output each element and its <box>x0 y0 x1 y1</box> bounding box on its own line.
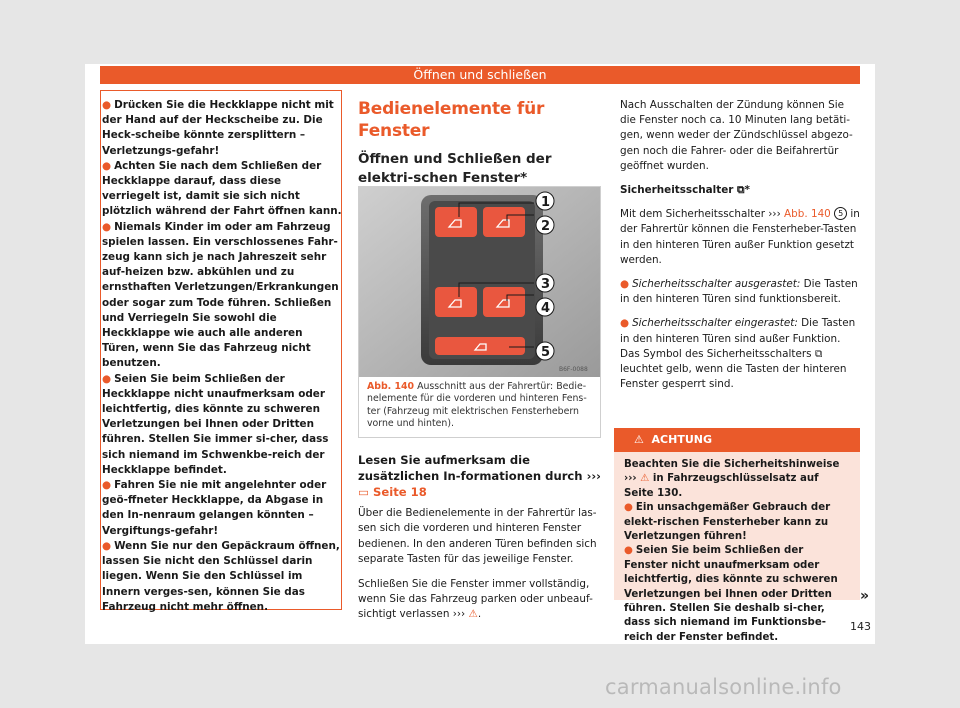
info-heading: Lesen Sie aufmerksam die zusätzlichen In-formationen durch ››› ▭ Seite 18 <box>358 453 601 499</box>
page-number: 143 <box>850 620 871 633</box>
bullet-item: ● Sicherheitsschalter ausgerastet: Die Tasten in den hinteren Türen sind funktionsbereit. <box>620 278 858 306</box>
warning-triangle-icon: ⚠ <box>468 608 478 621</box>
warning-item: ● Niemals Kinder im oder am Fahrzeug spielen lassen. Ein verschlossenes Fahr-zeug kann sich je nach Jahreszeit sehr auf-heizen bzw. abkühlen und zu ernsthaften Verletzungen/Erkrankungen oder sogar zum Tode führen. Schließen und Verriegeln Sie sowohl die Heckklappe wie auch alle anderen Türen, wenn Sie das Fahrzeug nicht benutzen. <box>102 220 339 370</box>
bullet-icon: ● <box>102 539 112 552</box>
achtung-warning-box <box>614 428 860 643</box>
achtung-body <box>614 452 860 645</box>
achtung-header: ⚠ ACHTUNG <box>614 428 860 452</box>
warning-triangle-icon: ⚠ <box>634 433 644 446</box>
page-reference-link[interactable]: Seite 18 <box>373 485 427 499</box>
warning-triangle-icon: ⚠ <box>640 473 650 485</box>
door-control-illustration <box>359 187 600 377</box>
continue-mark: » <box>860 588 870 604</box>
book-icon: ▭ <box>358 485 369 499</box>
body-text-col2 <box>358 452 601 623</box>
callout-3: 3 <box>541 277 551 292</box>
window-switch-panel-drawing <box>359 187 600 377</box>
warning-list <box>102 98 342 615</box>
callout-5: 5 <box>541 345 551 360</box>
warning-item: ● Wenn Sie nur den Gepäckraum öffnen, lassen Sie nicht den Schlüssel darin liegen. Wenn Sie den Schlüssel im Innern verges-sen, können Sie das Fahrzeug nicht mehr öffnen. <box>102 539 340 613</box>
paragraph: Mit dem Sicherheitsschalter ››› Abb. 140 5 in der Fahrertür können die Fensterheber-Tasten in den hinteren Türen außer Funktion gesetzt werden. <box>620 208 860 266</box>
callout-2: 2 <box>541 219 551 234</box>
subheading: Sicherheitsschalter ⧉* <box>620 184 750 197</box>
bullet-icon: ● <box>102 159 112 172</box>
bullet-icon: ● <box>102 372 112 385</box>
bullet-icon: ● <box>620 317 630 330</box>
callout-4: 4 <box>541 301 551 316</box>
achtung-item: ● Ein unsachgemäßer Gebrauch der elekt-rischen Fensterheber kann zu Verletzungen führen! <box>624 502 831 543</box>
bullet-icon: ● <box>624 502 633 514</box>
bullet-icon: ● <box>102 220 112 233</box>
window-lock-icon: ⧉ <box>814 347 823 360</box>
body-text-col3 <box>620 98 860 392</box>
figure-caption-text: Ausschnitt aus der Fahrertür: Bedie-nelemente für die vorderen und hinteren Fens-ter (Fahrzeug mit elektrischen Fensterhebern vorne und hinten). <box>367 381 587 430</box>
bullet-icon: ● <box>620 278 630 291</box>
warning-item: ● Drücken Sie die Heckklappe nicht mit der Hand auf der Heckscheibe zu. Die Heck-scheibe könnte zersplittern – Verletzungs-gefahr! <box>102 99 334 157</box>
section-title: Bedienelemente für Fenster <box>358 99 545 141</box>
callout-ref: 5 <box>834 207 847 220</box>
warning-item: ● Achten Sie nach dem Schließen der Heckklappe darauf, dass diese verriegelt ist, damit sie sich nicht plötzlich während der Fahrt öffnen kann. <box>102 159 342 218</box>
callout-1: 1 <box>541 195 551 210</box>
paragraph: Über die Bedienelemente in der Fahrertür las-sen sich die vorderen und hinteren Fenster bedienen. In den anderen Türen befinden sich separate Tasten für das jeweilige Fenster. <box>358 507 597 566</box>
achtung-item: ● Seien Sie beim Schließen der Fenster nicht unaufmerksam oder leichtfertig, dies könnte zu schweren Verletzungen bei Ihnen oder Dritten führen. Stellen Sie deshalb si-cher, dass sich niemand im Funktionsbe-reich der Fenster befindet. <box>624 545 838 643</box>
bullet-icon: ● <box>102 99 112 111</box>
achtung-intro: Beachten Sie die Sicherheitshinweise ››› ⚠ in Fahrzeugschlüsselsatz auf Seite 130. <box>624 459 840 499</box>
section-header: Öffnen und schließen <box>100 66 860 84</box>
bullet-icon: ● <box>624 545 633 557</box>
warning-item: ● Seien Sie beim Schließen der Heckklappe nicht unaufmerksam oder leichtfertig, dies könnte zu schweren Verletzungen bei Ihnen oder Dritten führen. Stellen Sie immer si-cher, dass sich niemand im Schwenkbe-reich der Heckklappe befindet. <box>102 372 329 476</box>
warning-item: ● Fahren Sie nie mit angelehnter oder geö-ffneter Heckklappe, da Abgase in den In-nenraum gelangen könnten – Vergiftungs-gefahr! <box>102 479 327 537</box>
window-lock-icon: ⧉ <box>737 184 745 197</box>
bullet-icon: ● <box>102 479 112 492</box>
watermark: carmanualsonline.info <box>605 675 842 699</box>
figure-label: Abb. 140 <box>367 381 415 392</box>
figure-reference-link[interactable]: Abb. 140 <box>784 208 831 221</box>
figure-caption <box>367 381 593 431</box>
paragraph: Nach Ausschalten der Zündung können Sie die Fenster noch ca. 10 Minuten lang betäti-gen, wenn weder der Zündschlüssel abgezo-gen noch die Fahrer- oder die Beifahrertür geöffnet wurden. <box>620 99 853 172</box>
section-subtitle: Öffnen und Schließen der elektri-schen Fenster* <box>358 150 601 195</box>
paragraph: Schließen Sie die Fenster immer vollständig, wenn Sie das Fahrzeug parken oder unbeauf-sichtigt verlassen ››› ⚠. <box>358 577 593 621</box>
figure-code: B6F-0088 <box>559 366 588 373</box>
figure-140 <box>358 186 601 438</box>
section-heading-block <box>358 98 601 195</box>
bullet-item: ● Sicherheitsschalter eingerastet: Die Tasten in den hinteren Türen sind außer Funktion. Das Symbol des Sicherheitsschalters ⧉ leuchtet gelb, wenn die Tasten der hinteren Fenster gesperrt sind. <box>620 317 856 391</box>
